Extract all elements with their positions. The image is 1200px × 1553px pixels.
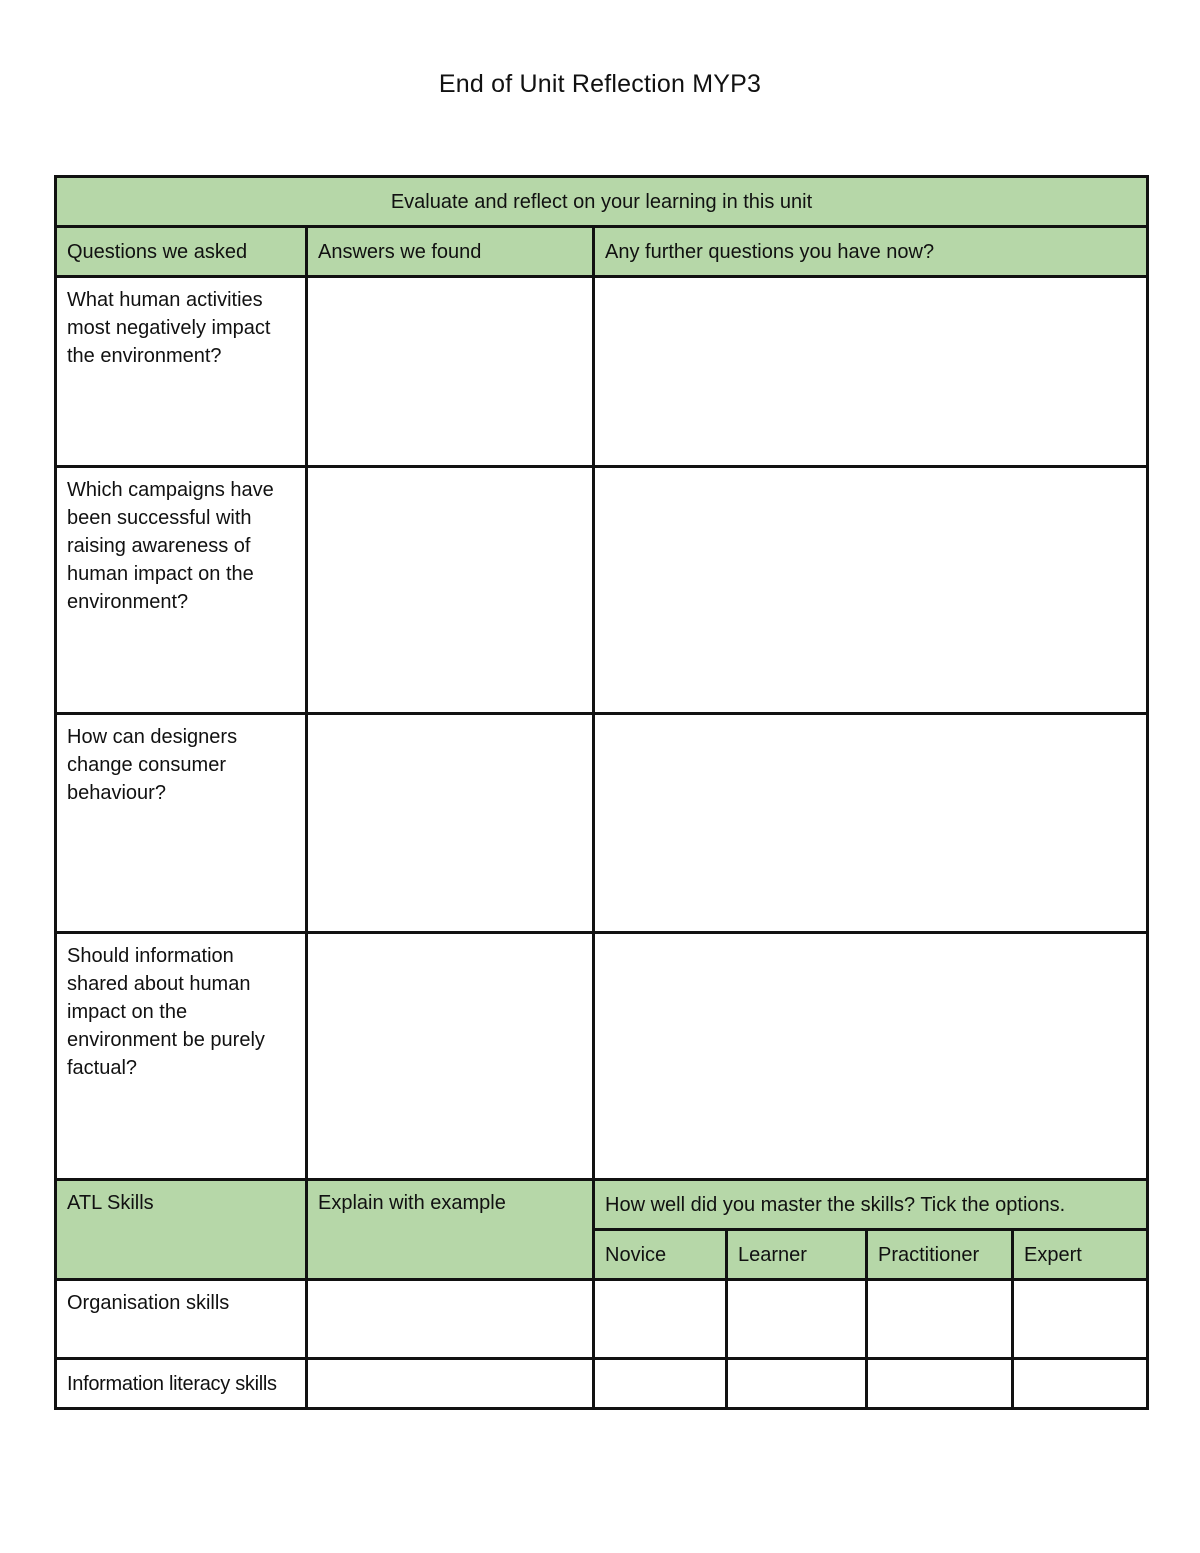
page-title: End of Unit Reflection MYP3 [438,70,762,98]
questions-header: Questions we asked [56,227,307,277]
question-row [56,714,1148,933]
answer-field[interactable] [307,277,594,467]
level-learner: Learner [727,1230,867,1280]
skill-name: Information literacy skills [56,1359,307,1409]
question-cell: What human activities most negatively impact the environment? [56,277,307,467]
mastery-header: How well did you master the skills? Tick the options. [594,1180,1148,1230]
further-questions-header: Any further questions you have now? [594,227,1148,277]
tick-learner[interactable] [727,1359,867,1409]
question-cell: Which campaigns have been successful with raising awareness of human impact on the environment? [56,467,307,714]
skill-row [56,1359,1148,1409]
header-row [56,227,1148,277]
tick-novice[interactable] [594,1359,727,1409]
tick-expert[interactable] [1013,1359,1148,1409]
explain-field[interactable] [307,1280,594,1359]
reflection-table [54,175,1149,1410]
question-cell: Should information shared about human impact on the environment be purely factual? [56,933,307,1180]
tick-expert[interactable] [1013,1280,1148,1359]
atl-skills-header: ATL Skills [56,1180,307,1280]
question-cell: How can designers change consumer behaviour? [56,714,307,933]
level-practitioner: Practitioner [867,1230,1013,1280]
explain-header: Explain with example [307,1180,594,1280]
tick-novice[interactable] [594,1280,727,1359]
further-questions-field[interactable] [594,933,1148,1180]
answer-field[interactable] [307,714,594,933]
level-novice: Novice [594,1230,727,1280]
question-row [56,277,1148,467]
atl-header-row [56,1180,1148,1230]
level-expert: Expert [1013,1230,1148,1280]
further-questions-field[interactable] [594,714,1148,933]
tick-practitioner[interactable] [867,1359,1013,1409]
further-questions-field[interactable] [594,467,1148,714]
skill-name: Organisation skills [56,1280,307,1359]
answer-field[interactable] [307,933,594,1180]
question-row [56,933,1148,1180]
table-banner: Evaluate and reflect on your learning in this unit [56,177,1148,227]
banner-row [56,177,1148,227]
skill-row [56,1280,1148,1359]
explain-field[interactable] [307,1359,594,1409]
tick-practitioner[interactable] [867,1280,1013,1359]
question-row [56,467,1148,714]
answer-field[interactable] [307,467,594,714]
answers-header: Answers we found [307,227,594,277]
further-questions-field[interactable] [594,277,1148,467]
tick-learner[interactable] [727,1280,867,1359]
